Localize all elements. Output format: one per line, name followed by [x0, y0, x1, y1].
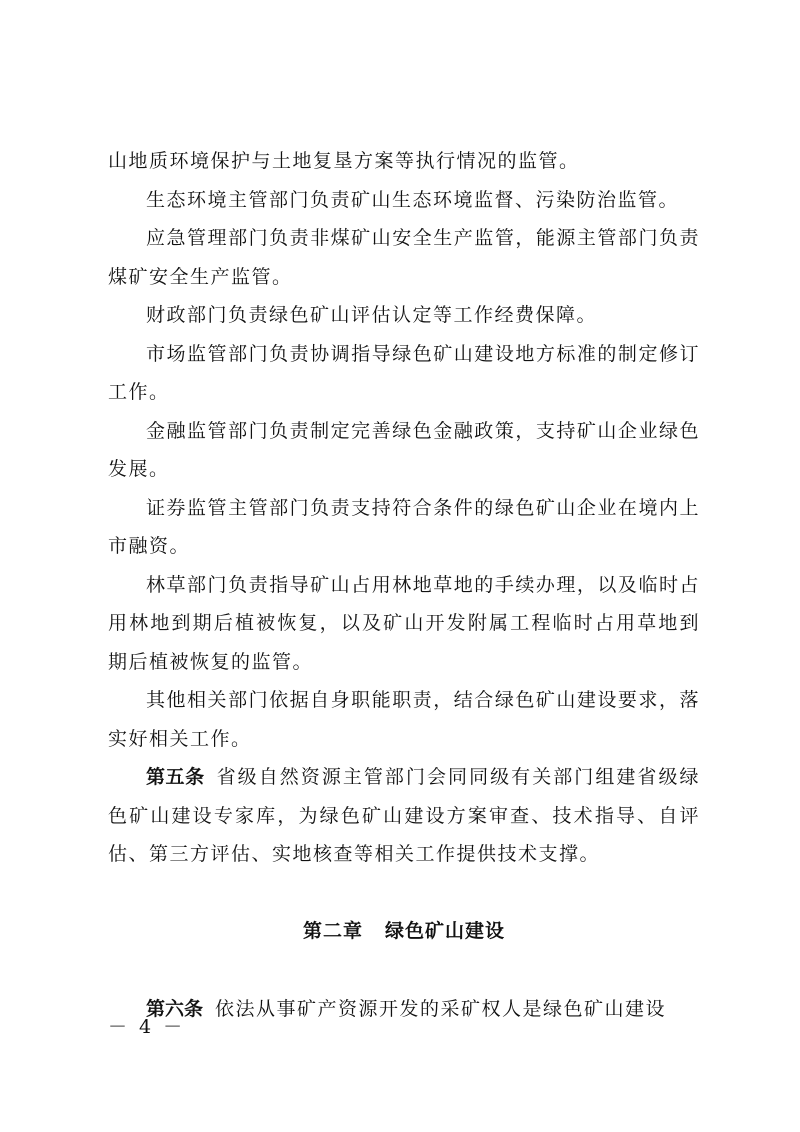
chapter-title: 绿色矿山建设	[385, 919, 506, 942]
paragraph-market-supervision: 市场监管部门负责协调指导绿色矿山建设地方标准的制定修订工作。	[108, 342, 700, 403]
chapter-number: 第二章	[302, 919, 363, 942]
paragraph-other-departments: 其他相关部门依据自身职能职责，结合绿色矿山建设要求，落实好相关工作。	[108, 689, 700, 750]
document-body	[108, 142, 700, 1029]
page-number: － 4 －	[108, 1016, 186, 1038]
article-6-label: 第六条	[146, 998, 204, 1020]
article-5-label: 第五条	[146, 766, 205, 788]
paragraph-continuation: 山地质环境保护与土地复垦方案等执行情况的监管。	[108, 150, 580, 172]
paragraph-financial-supervision: 金融监管部门负责制定完善绿色金融政策，支持矿山企业绿色发展。	[108, 419, 700, 480]
paragraph-securities-supervision: 证券监管主管部门负责支持符合条件的绿色矿山企业在境内上市融资。	[108, 496, 700, 557]
paragraph-forestry-grassland: 林草部门负责指导矿山占用林地草地的手续办理，以及临时占用林地到期后植被恢复，以及矿山开发附属工程临时占用草地到期后植被恢复的监管。	[108, 573, 700, 673]
article-6-text: 依法从事矿产资源开发的采矿权人是绿色矿山建设	[215, 998, 667, 1020]
paragraph-eco-environment: 生态环境主管部门负责矿山生态环境监督、污染防治监管。	[146, 188, 680, 211]
article-6	[108, 990, 700, 1029]
paragraph-finance: 财政部门负责绿色矿山评估认定等工作经费保障。	[146, 304, 598, 326]
article-5	[108, 758, 700, 874]
paragraph-emergency-management: 应急管理部门负责非煤矿山安全生产监管，能源主管部门负责煤矿安全生产监管。	[108, 227, 700, 288]
article-5-text: 省级自然资源主管部门会同同级有关部门组建省级绿色矿山建设专家库，为绿色矿山建设方案审查、技术指导、自评估、第三方评估、实地核查等相关工作提供技术支撑。	[108, 766, 700, 865]
chapter-heading	[108, 912, 700, 951]
